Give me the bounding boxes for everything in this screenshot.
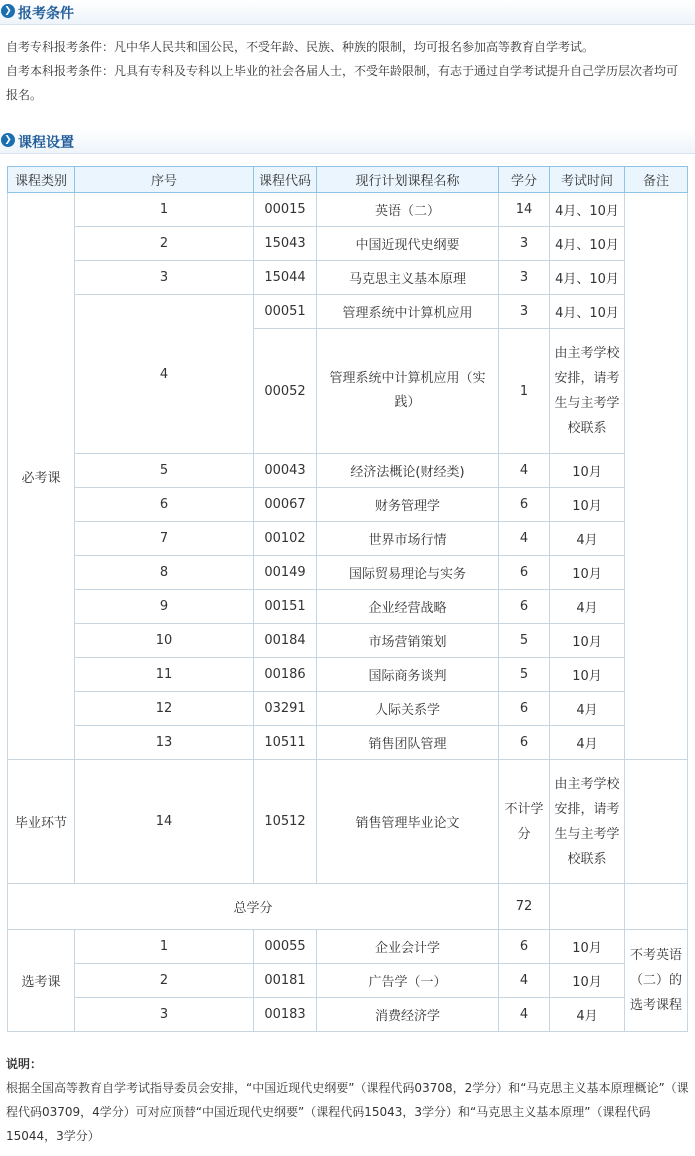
credit-cell: 1: [499, 329, 550, 454]
total-value-cell: 72: [499, 884, 550, 930]
time-cell: 4月、10月: [550, 193, 625, 227]
table-row: [8, 884, 688, 930]
note-cell: [625, 884, 688, 930]
category-cell: 选考课: [8, 930, 75, 1032]
name-cell: 财务管理学: [317, 488, 499, 522]
code-cell: 00102: [254, 522, 317, 556]
code-cell: 10512: [254, 760, 317, 884]
header-cell: 课程代码: [254, 167, 317, 193]
table-row: [8, 488, 688, 522]
name-cell: 市场营销策划: [317, 624, 499, 658]
time-cell: 4月: [550, 590, 625, 624]
header-cell: 学分: [499, 167, 550, 193]
chevron-right-icon: ❯: [1, 4, 15, 18]
footnote-text: 根据全国高等教育自学考试指导委员会安排，“中国近现代史纲要”（课程代码03708，2学分）和“马克思主义基本原理概论”（课程代码03709，4学分）可对应顶替“中国近现代史纲要”（课程代码15043，3学分）和“马克思主义基本原理”（课程代码15044，3学分）: [6, 1081, 689, 1143]
code-cell: 00181: [254, 964, 317, 998]
credit-cell: 4: [499, 964, 550, 998]
time-cell: 4月、10月: [550, 227, 625, 261]
note-cell: [625, 760, 688, 884]
conditions-line-2: 自考本科报考条件：凡具有专科及专科以上毕业的社会各届人士，不受年龄限制，有志于通过自学考试提升自己学历层次者均可报名。: [6, 64, 679, 102]
note-cell: [625, 193, 688, 760]
credit-cell: 6: [499, 692, 550, 726]
note-cell: 不考英语（二）的选考课程: [625, 930, 688, 1032]
time-cell: 10月: [550, 454, 625, 488]
name-cell: 世界市场行情: [317, 522, 499, 556]
code-cell: 15044: [254, 261, 317, 295]
time-cell: 由主考学校安排，请考生与主考学校联系: [550, 760, 625, 884]
credit-cell: 4: [499, 454, 550, 488]
time-cell: 10月: [550, 624, 625, 658]
table-row: [8, 692, 688, 726]
code-cell: 03291: [254, 692, 317, 726]
table-row: [8, 930, 688, 964]
code-cell: 00151: [254, 590, 317, 624]
name-cell: 企业经营战略: [317, 590, 499, 624]
code-cell: 00051: [254, 295, 317, 329]
table-row: [8, 556, 688, 590]
table-row: [8, 658, 688, 692]
table-row: [8, 998, 688, 1032]
credit-cell: 6: [499, 556, 550, 590]
credit-cell: 4: [499, 998, 550, 1032]
name-cell: 广告学（一）: [317, 964, 499, 998]
no-cell: 7: [75, 522, 254, 556]
no-cell: 13: [75, 726, 254, 760]
credit-cell: 6: [499, 488, 550, 522]
table-row: [8, 522, 688, 556]
total-label-cell: 总学分: [8, 884, 499, 930]
time-cell: 由主考学校安排，请考生与主考学校联系: [550, 329, 625, 454]
table-row: [8, 193, 688, 227]
table-row: [8, 227, 688, 261]
code-cell: 00043: [254, 454, 317, 488]
time-cell: 4月: [550, 522, 625, 556]
no-cell: 2: [75, 227, 254, 261]
chevron-right-icon: ❯: [1, 133, 15, 147]
table-row: [8, 624, 688, 658]
time-cell: 4月: [550, 998, 625, 1032]
code-cell: 15043: [254, 227, 317, 261]
name-cell: 马克思主义基本原理: [317, 261, 499, 295]
table-row: [8, 454, 688, 488]
name-cell: 消费经济学: [317, 998, 499, 1032]
table-header-row: [8, 167, 688, 193]
no-cell: 5: [75, 454, 254, 488]
credit-cell: 4: [499, 522, 550, 556]
no-cell: 14: [75, 760, 254, 884]
credit-cell: 6: [499, 930, 550, 964]
header-cell: 现行计划课程名称: [317, 167, 499, 193]
credit-cell: 5: [499, 624, 550, 658]
no-cell: 10: [75, 624, 254, 658]
section-title: 课程设置: [18, 135, 74, 151]
no-cell: 4: [75, 295, 254, 454]
footnote-label: 说明：: [6, 1057, 43, 1071]
credit-cell: 5: [499, 658, 550, 692]
no-cell: 8: [75, 556, 254, 590]
no-cell: 2: [75, 964, 254, 998]
table-row: [8, 261, 688, 295]
name-cell: 经济法概论(财经类): [317, 454, 499, 488]
header-cell: 考试时间: [550, 167, 625, 193]
code-cell: 00184: [254, 624, 317, 658]
credit-cell: 3: [499, 227, 550, 261]
code-cell: 10511: [254, 726, 317, 760]
footnote: [6, 1052, 689, 1148]
table-row: [8, 590, 688, 624]
credit-cell: 不计学分: [499, 760, 550, 884]
no-cell: 1: [75, 930, 254, 964]
header-cell: 序号: [75, 167, 254, 193]
name-cell: 中国近现代史纲要: [317, 227, 499, 261]
no-cell: 6: [75, 488, 254, 522]
section-header-conditions: [0, 0, 695, 25]
code-cell: 00149: [254, 556, 317, 590]
code-cell: 00052: [254, 329, 317, 454]
credit-cell: 6: [499, 590, 550, 624]
credit-cell: 3: [499, 261, 550, 295]
name-cell: 国际商务谈判: [317, 658, 499, 692]
section-title: 报考条件: [18, 6, 74, 22]
name-cell: 英语（二）: [317, 193, 499, 227]
name-cell: 管理系统中计算机应用（实践）: [317, 329, 499, 454]
no-cell: 3: [75, 261, 254, 295]
conditions-text: [0, 25, 695, 107]
code-cell: 00067: [254, 488, 317, 522]
no-cell: 12: [75, 692, 254, 726]
credit-cell: 14: [499, 193, 550, 227]
table-row: [8, 295, 688, 329]
no-cell: 3: [75, 998, 254, 1032]
code-cell: 00015: [254, 193, 317, 227]
time-cell: 10月: [550, 658, 625, 692]
name-cell: 管理系统中计算机应用: [317, 295, 499, 329]
time-cell: 4月: [550, 692, 625, 726]
table-row: [8, 964, 688, 998]
no-cell: 1: [75, 193, 254, 227]
credit-cell: 6: [499, 726, 550, 760]
no-cell: 11: [75, 658, 254, 692]
time-cell: 4月、10月: [550, 295, 625, 329]
name-cell: 人际关系学: [317, 692, 499, 726]
time-cell: 4月、10月: [550, 261, 625, 295]
time-cell: [550, 884, 625, 930]
category-cell: 毕业环节: [8, 760, 75, 884]
credit-cell: 3: [499, 295, 550, 329]
name-cell: 企业会计学: [317, 930, 499, 964]
name-cell: 国际贸易理论与实务: [317, 556, 499, 590]
category-cell: 必考课: [8, 193, 75, 760]
conditions-line-1: 自考专科报考条件：凡中华人民共和国公民，不受年龄、民族、种族的限制，均可报名参加高等教育自学考试。: [6, 40, 595, 54]
table-row: [8, 760, 688, 884]
time-cell: 10月: [550, 488, 625, 522]
course-table: [7, 166, 688, 1032]
name-cell: 销售管理毕业论文: [317, 760, 499, 884]
table-row: [8, 726, 688, 760]
code-cell: 00183: [254, 998, 317, 1032]
code-cell: 00055: [254, 930, 317, 964]
header-cell: 备注: [625, 167, 688, 193]
name-cell: 销售团队管理: [317, 726, 499, 760]
time-cell: 10月: [550, 964, 625, 998]
time-cell: 10月: [550, 556, 625, 590]
code-cell: 00186: [254, 658, 317, 692]
section-header-courses: [0, 129, 695, 154]
time-cell: 4月: [550, 726, 625, 760]
time-cell: 10月: [550, 930, 625, 964]
header-cell: 课程类别: [8, 167, 75, 193]
no-cell: 9: [75, 590, 254, 624]
